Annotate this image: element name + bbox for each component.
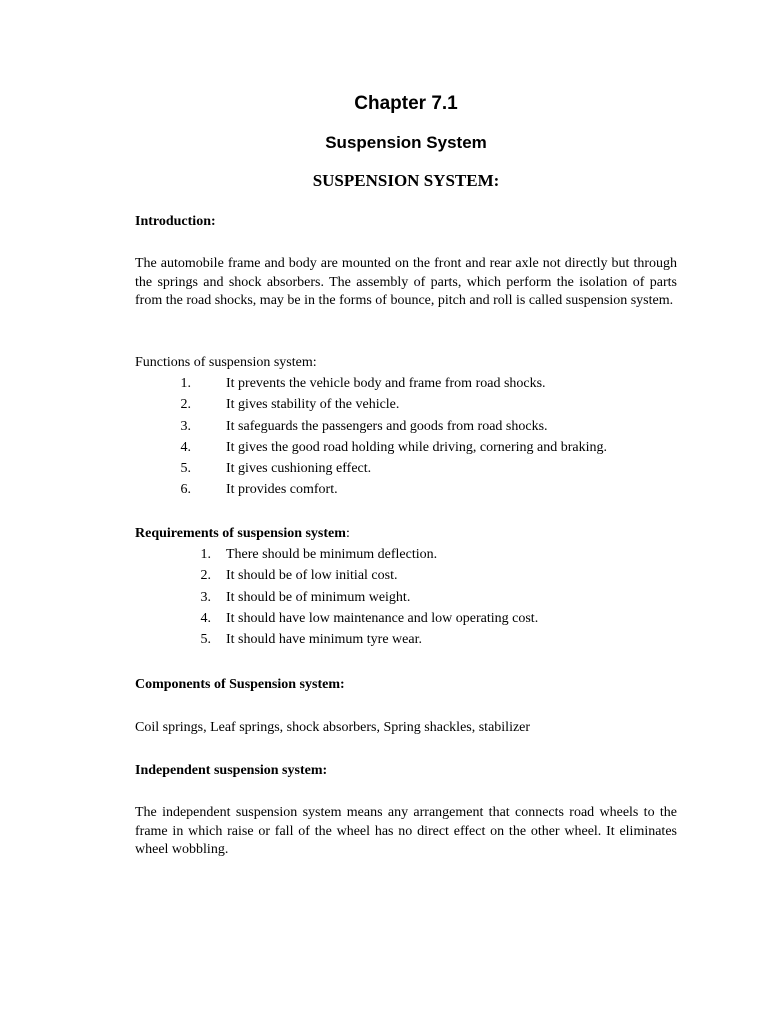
independent-paragraph: The independent suspension system means any arrangement that connects road wheels to the frame in which raise or fall of the wheel has no direct effect on the other wheel. It eliminates wheel wobbling. (135, 805, 677, 857)
functions-heading: Functions of suspension system: (135, 355, 317, 370)
list-item-text: It gives cushioning effect. (226, 461, 372, 477)
list-item-text: It provides comfort. (226, 482, 338, 498)
list-item-text: It should be of low initial cost. (226, 568, 398, 584)
list-item-number: 4. (200, 610, 211, 626)
introduction-heading: Introduction: (135, 214, 216, 229)
list-item-text: There should be minimum deflection. (226, 547, 438, 562)
list-item-text: It should have minimum tyre wear. (226, 632, 422, 648)
list-item-number: 5. (180, 461, 191, 477)
list-item-number: 3. (200, 589, 211, 605)
list-item-number: 4. (180, 439, 191, 455)
list-item-text: It gives the good road holding while driving, cornering and braking. (226, 439, 608, 455)
list-item (135, 544, 677, 565)
list-item (135, 565, 677, 586)
independent-heading: Independent suspension system: (135, 763, 328, 778)
main-heading: SUSPENSION SYSTEM: (312, 171, 500, 190)
requirements-list (135, 544, 677, 650)
list-item-text: It gives stability of the vehicle. (226, 397, 400, 413)
introduction-paragraph: The automobile frame and body are mounted on the front and rear axle not directly but through the springs and shock absorbers. The assembly of parts, which perform the isolation of parts from the road shocks, may be in the forms of bounce, pitch and roll is called suspension system. (135, 256, 677, 308)
requirements-heading-colon: : (345, 526, 350, 541)
components-text: Coil springs, Leaf springs, shock absorbers, Spring shackles, stabilizer (135, 720, 531, 735)
list-item (135, 394, 677, 415)
components-heading: Components of Suspension system: (135, 677, 345, 692)
list-item-text: It should have low maintenance and low operating cost. (226, 610, 539, 626)
list-item-number: 1. (200, 547, 211, 562)
list-item-number: 5. (200, 632, 211, 648)
list-item-text: It should be of minimum weight. (226, 589, 411, 605)
list-item (135, 458, 677, 479)
chapter-title: Chapter 7.1 (354, 93, 458, 114)
list-item-number: 2. (180, 397, 191, 413)
list-item (135, 479, 677, 500)
list-item-number: 6. (180, 482, 191, 498)
list-item-number: 2. (200, 568, 211, 584)
list-item (135, 629, 677, 650)
functions-list (135, 373, 677, 501)
list-item (135, 373, 677, 394)
list-item-number: 1. (180, 376, 191, 391)
list-item (135, 608, 677, 629)
list-item-text: It safeguards the passengers and goods from road shocks. (226, 418, 548, 434)
list-item-number: 3. (180, 418, 191, 434)
requirements-heading-text: Requirements of suspension system (135, 526, 346, 541)
requirements-heading (135, 525, 677, 544)
list-item-text: It prevents the vehicle body and frame from road shocks. (226, 376, 546, 391)
section-title: Suspension System (325, 133, 487, 152)
list-item (135, 437, 677, 458)
list-item (135, 587, 677, 608)
list-item (135, 416, 677, 437)
